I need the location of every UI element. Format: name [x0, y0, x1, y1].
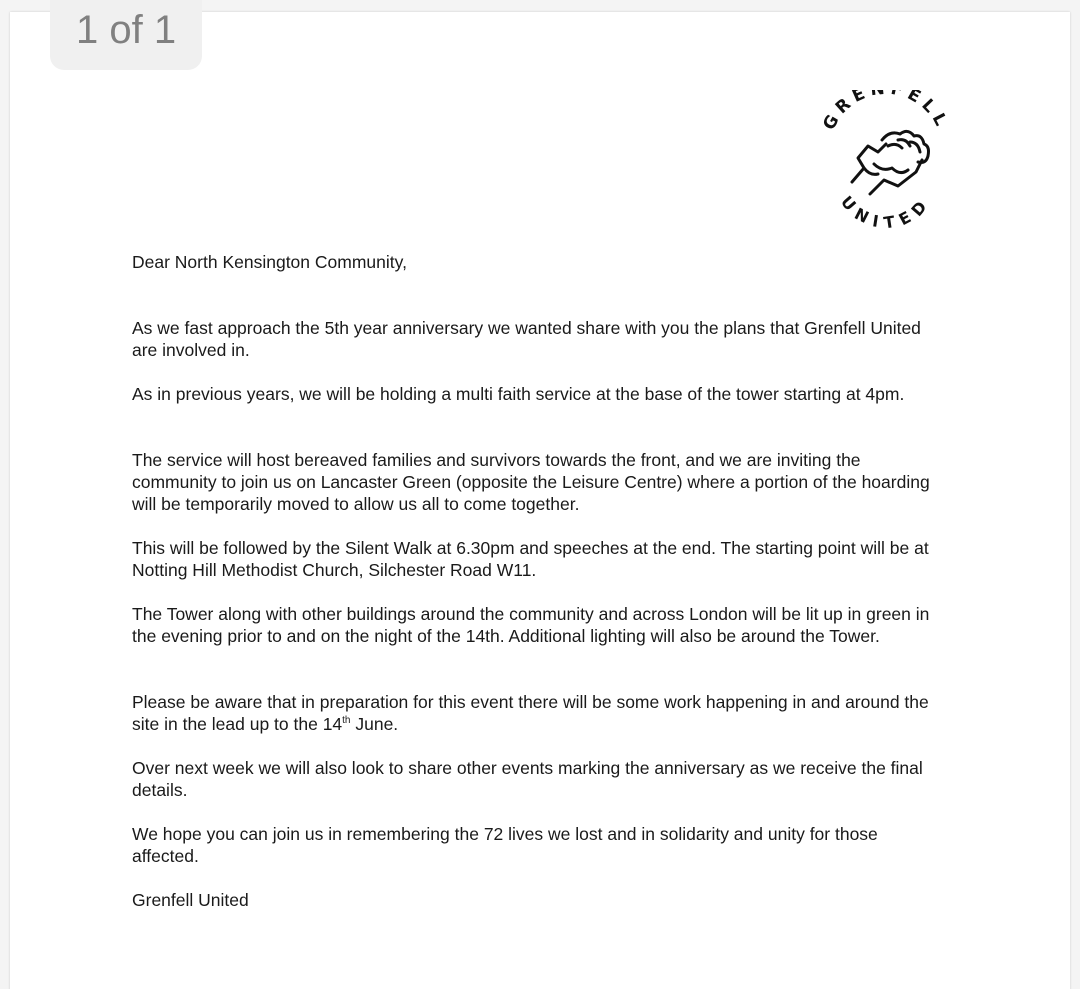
- letter-salutation: Dear North Kensington Community,: [132, 252, 407, 272]
- paragraph-other-events: Over next week we will also look to share other events marking the anniversary as we receive the final details.: [132, 758, 923, 800]
- paragraph-anniversary-plans: As we fast approach the 5th year anniversary we wanted share with you the plans that Grenfell United are involved in.: [132, 318, 921, 360]
- site-work-text: Please be aware that in preparation for this event there will be some work happening in and around the site in the lead up to the 14: [132, 692, 929, 734]
- logo-top-text: GRE FELL: [819, 90, 953, 134]
- page-indicator-badge: [50, 0, 202, 70]
- paragraph-tower-lighting: The Tower along with other buildings around the community and across London will be lit up in green in the evening prior to and on the night of the 14th. Additional lighting will also be around the Tower.: [132, 604, 930, 646]
- paragraph-silent-walk: This will be followed by the Silent Walk at 6.30pm and speeches at the end. The starting point will be at Notting Hill Methodist Church, Silchester Road W11.: [132, 538, 929, 580]
- paragraph-site-work: [132, 691, 942, 735]
- paragraph-remembrance: We hope you can join us in remembering the 72 lives we lost and in solidarity and unity for those affected.: [132, 824, 878, 866]
- site-work-text-end: June.: [350, 714, 399, 734]
- grenfell-united-logo: [818, 90, 954, 240]
- paragraph-lancaster-green: The service will host bereaved families and survivors towards the front, and we are inviting the community to join us on Lancaster Green (opposite the Leisure Centre) where a portion of the hoarding will be temporarily moved to allow us all to come together.: [132, 450, 930, 514]
- logo-bottom-text: UNITED: [836, 192, 936, 233]
- ordinal-suffix: th: [342, 715, 351, 726]
- page-indicator-text: 1 of 1: [76, 8, 177, 52]
- paragraph-multi-faith-service: As in previous years, we will be holding a multi faith service at the base of the tower starting at 4pm.: [132, 384, 905, 404]
- clasped-hands-icon: [818, 90, 954, 240]
- letter-signature: Grenfell United: [132, 890, 249, 910]
